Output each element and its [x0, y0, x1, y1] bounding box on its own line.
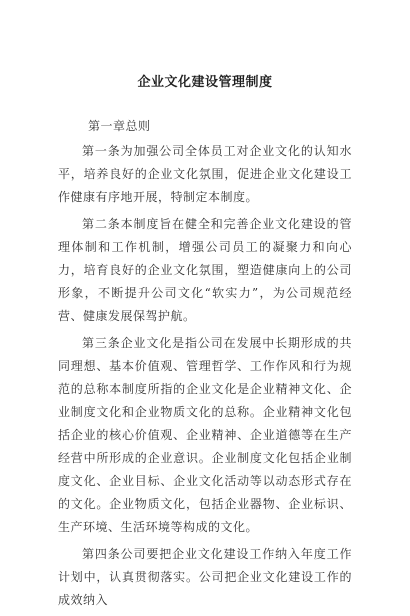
- article-4-paragraph: 第四条公司要把企业文化建设工作纳入年度工作计划中，认真贯彻落实。公司把企业文化建设工作的成效纳入: [58, 547, 352, 607]
- article-1-paragraph: 第一条为加强公司全体员工对企业文化的认知水平，培养良好的企业文化氛围，促进企业文化建设工作健康有序地开展，特制定本制度。: [58, 144, 352, 204]
- document-body: [58, 115, 352, 616]
- article-2-paragraph: 第二条本制度旨在健全和完善企业文化建设的管理体制和工作机制，增强公司员工的凝聚力和向心力，培育良好的企业文化氛围，塑造健康向上的公司形象，不断提升公司文化“软实力”，为公司规范经营、健康发展保驾护航。: [58, 217, 352, 323]
- document-title: 企业文化建设管理制度: [137, 75, 273, 90]
- chapter-heading: 第一章总则: [88, 119, 151, 133]
- article-3-paragraph: 第三条企业文化是指公司在发展中长期形成的共同理想、基本价值观、管理哲学、工作作风和行为规范的总称本制度所指的企业文化是企业精神文化、企业制度文化和企业物质文化的总称。企业精神文化包括企业的核心价值观、企业精神、企业道德等在生产经营中所形成的企业意识。企业制度文化包括企业制度文化、企业目标、企业文化活动等以动态形式存在的文化。企业物质文化，包括企业器物、企业标识、生产环境、生活环境等构成的文化。: [58, 336, 352, 534]
